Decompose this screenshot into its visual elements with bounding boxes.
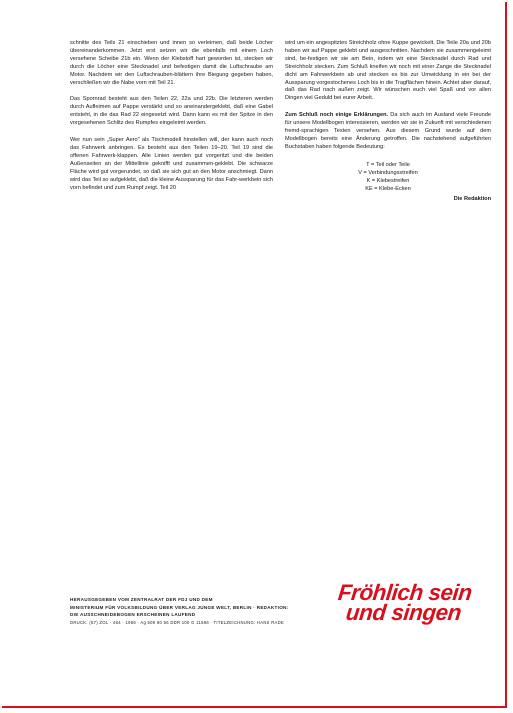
paragraph-tail-wheel: Das Spornrad besteht aus den Teilen 22, 22a und 22b. Die letzteren werden durch Aufleimen auf Pappe verstärkt und so aneinandergeklebt, daß eine Gabel entsteht, in die das Rad 22 eingesetzt wird. Dann kann es mit der Spitze in den vorgesehenen Schlitz des Rumpfes eingeleimt werden. [70, 96, 273, 127]
legend-item: V = Verbindungsstreifen [358, 169, 418, 176]
logo-line-1: Fröhlich sein [336, 580, 473, 605]
legend-item: KE = Klebe-Ecken [365, 185, 411, 192]
footer-line: DIE AUSSCHNEIDEBOGEN ERSCHEINEN LAUFEND [70, 612, 196, 618]
logo-line-2: und singen [344, 600, 463, 625]
abbreviation-legend [285, 161, 491, 193]
explanations-body: Da sich auch im Ausland viele Freunde für unsere Modellbogen interessieren, werden wir sie in Zukunft mit verschiedenen fremd-sprachigen Texten versehen. Aus diesem Grund wurde auf dem Modellbogen bereits eine Änderung getroffen. Die nachstehend aufgeführten Buchstaben haben folgende Bedeutung: [285, 112, 491, 150]
paragraph-wheel-assembly: wird um ein angespitztes Streichholz ohne Kuppe gewickelt. Die Teile 20a und 20b haben wir auf Pappe geklebt und ausgeschnitten. Nachdem sie zusammengeleimt sind, be-festigen wir sie am Bein, indem wir eine Stecknadel durch Rad und Streichholz stecken. Zum Schluß kneifen wir noch mit einer Zange die Stecknadel dicht am Fahrwerkbein ab und stecken es bis zur Umwicklung in ein bei der Aussparung vorgestochenes Loch bis in die Tragflächen hinein. Achtet aber darauf, daß das Rad nach außen zeigt. Wir wünschen euch viel Spaß und vor allen Dingen viel Geduld bei eurer Arbeit. [285, 40, 491, 102]
footer-line: HERAUSGEGEBEN VOM ZENTRALRAT DER FDJ UND DEM [70, 597, 213, 602]
paragraph-explanations [285, 112, 491, 152]
paragraph-propeller: schnitte des Teils 21 einschieben und innen so verleimen, daß beide Löcher übereinanderkommen. Jetzt erst setzen wir die ebenfalls mit einem Loch versehene Scheibe 21b ein. Wenn der Klebstoff hart geworden ist, stecken wir durch die Löcher eine Stecknadel und befestigen damit die Luftschraube am Motor. Nachdem wir den Luftschrauben-blättern ihre Biegung gegeben haben, verschließen wir die Nabe vorn mit Teil 21. [70, 40, 273, 86]
publisher-footer [70, 596, 350, 626]
legend-item: K = Klebestreifen [366, 177, 410, 184]
legend-item: T = Teil oder Teile [366, 161, 410, 168]
footer-line: MINISTERIUM FÜR VOLKSBILDUNG ÜBER VERLAG JUNGE WELT, BERLIN · REDAKTION: [70, 604, 289, 610]
paragraph-landing-gear: Wer nun sein „Super Aero" als Tischmodell hinstellen will, der kann auch noch das Fahrwerk anbringen. Es besteht aus den Teilen 19–20. Teil 19 sind die offenen Fahrwerk-klappen. Alle Linien werden gut vorgeritzt und die beiden Außenseiten an der Mittellinie geknifft und zusammen-geklebt. Die schwarze Fläche wird gut vorgerundet, so daß sie sich gut an den Motor anschmiegt. Dann wird das Teil so aufgeklebt, daß die kleine Aussparung für das Fahr-werkbein sich vorn befindet und zum Rumpf zeigt. Teil 20 [70, 137, 273, 191]
left-text-column [70, 40, 273, 201]
signature: Die Redaktion [453, 195, 491, 202]
publication-logo [335, 580, 513, 625]
footer-print-info: DRUCK: (57) ZOL · 464 · 1956 · Ag 509 60 56 DDR 100 G 11566 · TITELZEICHNUNG: HANS RADE [70, 619, 285, 625]
explanations-heading: Zum Schluß noch einige Erklärungen. [285, 112, 389, 119]
right-text-column [285, 40, 491, 204]
